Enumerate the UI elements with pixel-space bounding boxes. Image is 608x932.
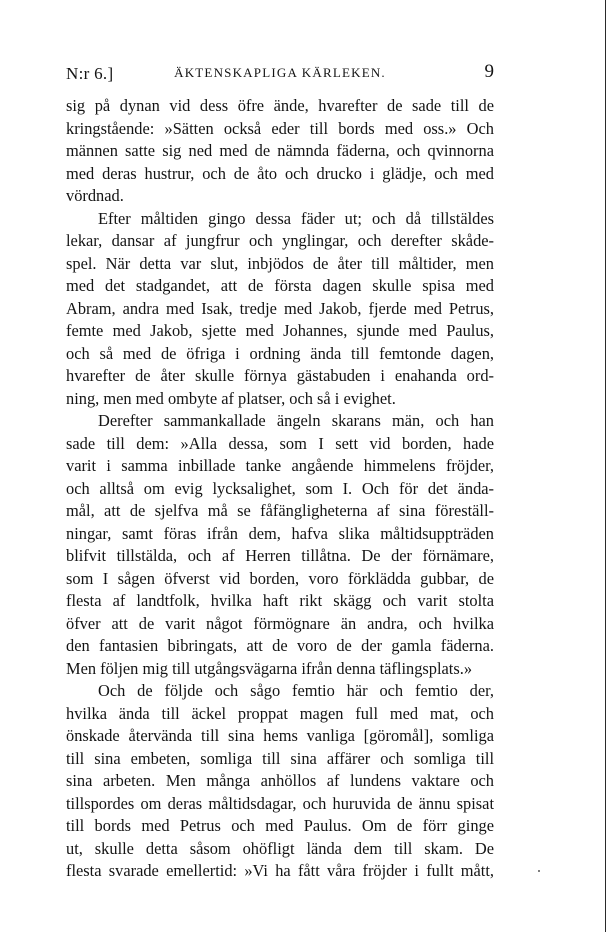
text-line: varit i samma inbillade tanke angående himmelens fröjder, xyxy=(66,456,494,475)
text-line: med deras hustrur, och de åto och drucko i glädje, och med xyxy=(66,163,494,183)
body-text xyxy=(66,95,494,883)
text-line: ning, men med ombyte af platser, och så i evighet. xyxy=(66,388,396,408)
text-line: hvarefter de åter skulle förnya gästabuden i enahanda ord- xyxy=(66,366,494,385)
text-line: kringstående: »Sätten också eder till bords med oss.» Och xyxy=(66,118,494,138)
text-line: sade till dem: »Alla dessa, som I sett vid borden, hade xyxy=(66,433,494,453)
page-header xyxy=(66,61,494,84)
text-line: ningar, samt föras ifrån dem, hafva slika måltidsuppträden xyxy=(66,523,494,543)
text-line: Men följen mig till utgångsvägarna ifrån denna täflingsplats.» xyxy=(66,658,473,678)
text-line: Derefter sammankallade ängeln skarans män, och han xyxy=(98,411,494,430)
text-line: till sina embeten, somliga till sina affärer och somliga till xyxy=(66,748,494,768)
text-line: med det stadgandet, att de första dagen skulle spisa med xyxy=(66,276,494,295)
page-number: 9 xyxy=(484,61,494,82)
text-line: önskade återvända till sina hems vanliga [göromål], somliga xyxy=(66,726,494,745)
text-line: Och de följde och sågo femtio här och femtio der, xyxy=(98,681,494,700)
text-line: till bords med Petrus och med Paulus. Om de förr ginge xyxy=(66,816,494,835)
running-title: ÄKTENSKAPLIGA KÄRLEKEN. xyxy=(174,65,386,80)
text-line: Abram, andra med Isak, tredje med Jakob, fjerde med Petrus, xyxy=(66,298,494,318)
page-edge-line xyxy=(605,0,606,932)
text-line: som I sågen öfverst vid borden, voro förklädda gubbar, de xyxy=(66,568,494,588)
text-line: flesta af landtfolk, hvilka haft rikt skägg och varit stolta xyxy=(66,591,494,610)
text-line: lekar, dansar af jungfrur och ynglingar, och derefter skåde- xyxy=(66,231,494,250)
text-line: sina arbeten. Men många anhöllos af lundens vaktare och xyxy=(66,771,494,790)
paper-speck xyxy=(538,870,540,872)
text-line: spel. När detta var slut, inbjödos de åter till måltider, men xyxy=(66,253,494,273)
text-line: Efter måltiden gingo dessa fäder ut; och då tillstäldes xyxy=(98,208,494,228)
section-number: N:r 6.] xyxy=(66,64,114,83)
text-line: vördnad. xyxy=(66,186,124,205)
text-line: ut, skulle detta såsom ohöfligt lända dem till skam. De xyxy=(66,838,494,858)
text-line: blifvit tillstälda, och af Herren tillåtna. De der förnämare, xyxy=(66,546,494,565)
text-line: och alltså om evig lycksalighet, som I. Och för det ända- xyxy=(66,478,494,498)
text-line: och så med de öfriga i ordning ända till femtonde dagen, xyxy=(66,343,494,363)
text-line: öfver att de varit något förmögnare än andra, och hvilka xyxy=(66,613,494,633)
text-line: hvilka ända till äckel proppat magen full med mat, och xyxy=(66,703,494,723)
text-line: männen satte sig ned med de nämnda fäderna, och qvinnorna xyxy=(66,141,494,160)
text-line: den fantasien bibringats, att de voro de der gamla fäderna. xyxy=(66,636,494,655)
text-line: flesta svarade emellertid: »Vi ha fått våra fröjder i fullt mått, xyxy=(66,861,494,880)
text-line: sig på dynan vid dess öfre ände, hvarefter de sade till de xyxy=(66,96,494,115)
text-line: tillspordes om deras måltidsdagar, och huruvida de ännu spisat xyxy=(66,793,494,813)
text-line: mål, att de sjelfva må se fåfängligheterna af sina föreställ- xyxy=(66,501,494,520)
text-line: femte med Jakob, sjette med Johannes, sjunde med Paulus, xyxy=(66,321,494,340)
